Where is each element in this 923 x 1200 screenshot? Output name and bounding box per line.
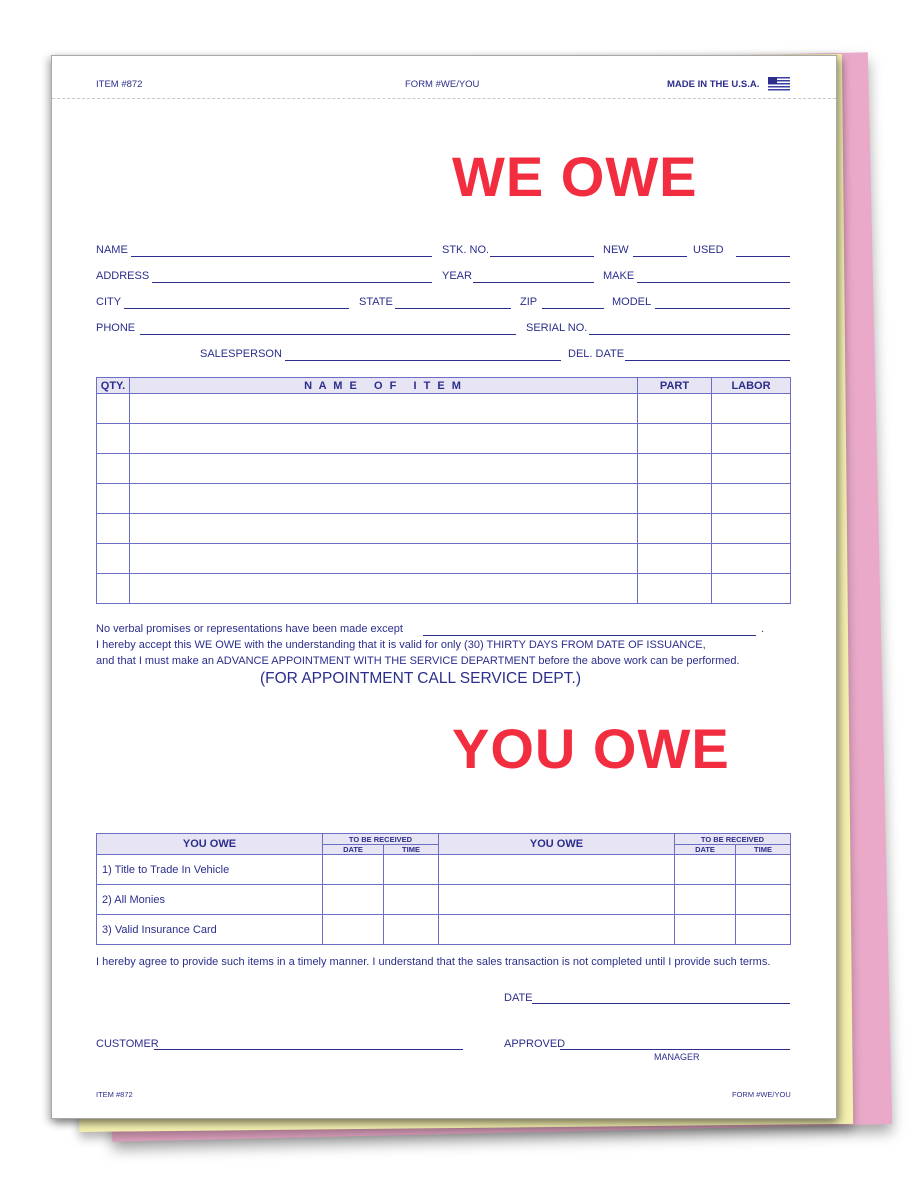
we-owe-form [51,55,837,1119]
year-field[interactable] [473,282,594,283]
time-cell[interactable] [384,915,439,945]
part-cell[interactable] [638,574,712,604]
time-cell[interactable] [384,885,439,915]
footer-item-number: ITEM #872 [96,1090,133,1099]
we-owe-items-table [96,377,791,604]
stk-no-label: STK. NO. [442,244,490,256]
you-owe-item-right[interactable] [439,885,675,915]
time-cell[interactable] [736,915,791,945]
verbal-promises-text: No verbal promises or representations have been made except [96,623,403,635]
address-field[interactable] [152,282,432,283]
item-name-cell[interactable] [130,544,638,574]
labor-cell[interactable] [712,574,791,604]
model-label: MODEL [612,296,652,308]
part-cell[interactable] [638,394,712,424]
item-name-cell[interactable] [130,394,638,424]
qty-cell[interactable] [97,424,130,454]
time-cell[interactable] [384,855,439,885]
serial-no-label: SERIAL NO. [526,322,588,334]
manager-label: MANAGER [654,1052,700,1062]
appointment-text: and that I must make an ADVANCE APPOINTMENT WITH THE SERVICE DEPARTMENT before the above work can be performed. [96,655,740,667]
state-field[interactable] [395,308,511,309]
table-row [97,514,791,544]
us-flag-icon [768,77,790,91]
date-column-header-right: DATE [675,845,736,855]
approved-signature-field[interactable] [560,1049,790,1050]
zip-field[interactable] [542,308,604,309]
approved-label: APPROVED [504,1038,566,1050]
qty-cell[interactable] [97,544,130,574]
stk-no-field[interactable] [490,256,594,257]
address-label: ADDRESS [96,270,150,282]
customer-label: CUSTOMER [96,1038,159,1050]
phone-label: PHONE [96,322,136,334]
make-field[interactable] [637,282,790,283]
labor-cell[interactable] [712,424,791,454]
labor-cell[interactable] [712,544,791,574]
date-cell[interactable] [323,885,384,915]
make-label: MAKE [603,270,635,282]
labor-cell[interactable] [712,484,791,514]
name-of-item-column-header: N A M E O F I T E M [130,378,638,394]
table-row [97,454,791,484]
labor-column-header: LABOR [712,378,791,394]
labor-cell[interactable] [712,454,791,484]
state-label: STATE [359,296,393,308]
date-label: DATE [504,992,533,1004]
city-field[interactable] [124,308,349,309]
you-owe-item-right[interactable] [439,915,675,945]
you-owe-title: YOU OWE [452,717,730,780]
qty-cell[interactable] [97,484,130,514]
to-be-received-header-right: TO BE RECEIVED [675,834,791,845]
city-label: CITY [96,296,122,308]
date-cell[interactable] [323,915,384,945]
you-owe-item: 3) Valid Insurance Card [97,915,323,945]
time-cell[interactable] [736,855,791,885]
table-row [97,885,791,915]
exceptions-period: . [761,623,765,635]
labor-cell[interactable] [712,514,791,544]
del-date-label: DEL. DATE [568,348,625,360]
table-row [97,424,791,454]
you-owe-item: 1) Title to Trade In Vehicle [97,855,323,885]
you-owe-item-right[interactable] [439,855,675,885]
part-cell[interactable] [638,424,712,454]
used-field[interactable] [736,256,790,257]
qty-cell[interactable] [97,514,130,544]
time-column-header-right: TIME [736,845,791,855]
item-name-cell[interactable] [130,454,638,484]
exceptions-field[interactable] [423,635,756,636]
name-label: NAME [96,244,128,256]
table-row [97,855,791,885]
item-name-cell[interactable] [130,514,638,544]
part-cell[interactable] [638,484,712,514]
part-cell[interactable] [638,514,712,544]
name-field[interactable] [131,256,432,257]
item-name-cell[interactable] [130,484,638,514]
del-date-field[interactable] [625,360,790,361]
time-cell[interactable] [736,885,791,915]
qty-cell[interactable] [97,574,130,604]
date-field[interactable] [532,1003,790,1004]
part-cell[interactable] [638,454,712,484]
table-row [97,915,791,945]
call-service-dept-text: (FOR APPOINTMENT CALL SERVICE DEPT.) [260,670,581,687]
time-column-header-left: TIME [384,845,439,855]
you-owe-table [96,833,791,945]
qty-cell[interactable] [97,394,130,424]
year-label: YEAR [442,270,472,282]
model-field[interactable] [655,308,790,309]
date-cell[interactable] [675,855,736,885]
table-row [97,394,791,424]
used-label: USED [693,244,724,256]
date-column-header-left: DATE [323,845,384,855]
zip-label: ZIP [520,296,538,308]
salesperson-label: SALESPERSON [200,348,282,360]
customer-signature-field[interactable] [154,1049,463,1050]
header-item-number: ITEM #872 [96,79,143,90]
footer-form-number: FORM #WE/YOU [732,1090,791,1099]
serial-no-field[interactable] [589,334,790,335]
you-owe-column-header-right: YOU OWE [439,834,675,855]
salesperson-field[interactable] [285,360,561,361]
table-row [97,574,791,604]
new-label: NEW [603,244,629,256]
part-column-header: PART [638,378,712,394]
phone-field[interactable] [140,334,516,335]
table-row [97,484,791,514]
perforation-line [52,98,836,99]
part-cell[interactable] [638,544,712,574]
date-cell[interactable] [675,915,736,945]
table-row [97,544,791,574]
item-name-cell[interactable] [130,424,638,454]
agreement-text: I hereby agree to provide such items in a timely manner. I understand that the sales transaction is not completed until I provide such terms. [96,956,771,968]
we-owe-title: WE OWE [452,145,698,208]
to-be-received-header-left: TO BE RECEIVED [323,834,439,845]
you-owe-column-header-left: YOU OWE [97,834,323,855]
you-owe-item: 2) All Monies [97,885,323,915]
header-form-number: FORM #WE/YOU [405,79,480,90]
date-cell[interactable] [675,885,736,915]
new-field[interactable] [633,256,687,257]
made-in-usa: MADE IN THE U.S.A. [667,79,760,90]
labor-cell[interactable] [712,394,791,424]
qty-column-header: QTY. [97,378,130,394]
item-name-cell[interactable] [130,574,638,604]
validity-text: I hereby accept this WE OWE with the understanding that it is valid for only (30) THIRTY DAYS FROM DATE OF ISSUANCE, [96,639,706,651]
qty-cell[interactable] [97,454,130,484]
date-cell[interactable] [323,855,384,885]
